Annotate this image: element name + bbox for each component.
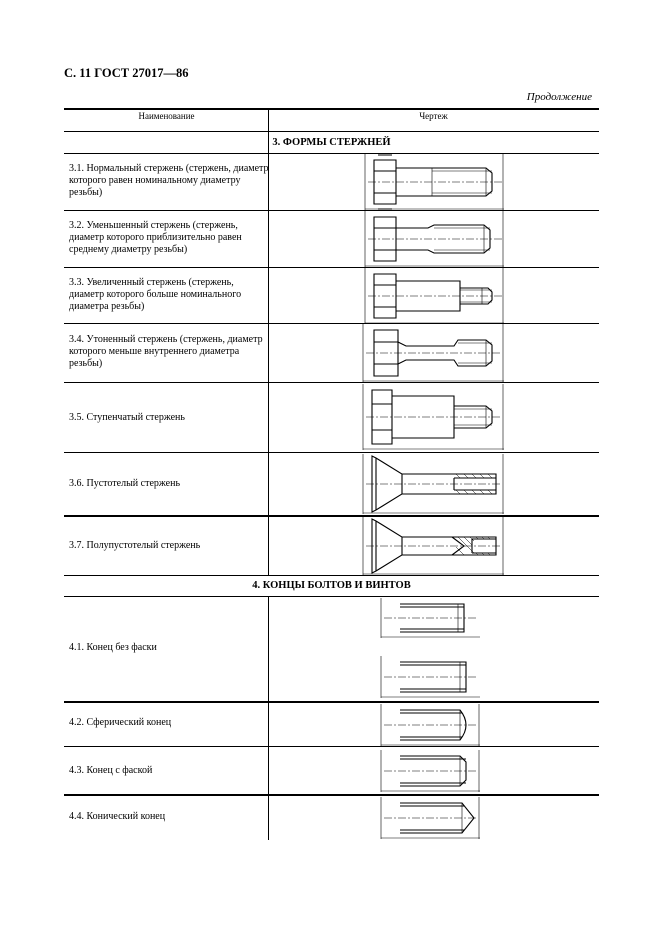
row-label-3-7: 3.7. Полупустотелый стержень <box>69 540 201 551</box>
end-spherical-drawing <box>380 704 480 746</box>
row-divider <box>64 452 599 453</box>
row-divider <box>64 515 599 517</box>
row-divider <box>64 701 599 703</box>
row-label-3-4: 3.4. Утоненный стержень (стержень, диаметр которого меньше внутреннего диаметра резьбы) <box>69 334 263 369</box>
row-divider <box>64 267 599 268</box>
section-title-3: 3. ФОРМЫ СТЕРЖНЕЙ <box>272 137 391 148</box>
page-header: С. 11 ГОСТ 27017—86 <box>64 66 189 80</box>
row-divider <box>64 575 599 576</box>
row-label-3-2: 3.2. Уменьшенный стержень (стержень, диаметр которого приблизительно равен среднему диаметру резьбы) <box>69 220 242 255</box>
row-divider <box>64 596 599 597</box>
bolt-normal-shank-drawing <box>364 154 504 210</box>
row-label-3-1: 3.1. Нормальный стержень (стержень, диаметр которого равен номинальному диаметру резьбы) <box>69 163 269 198</box>
column-header-name: Наименование <box>138 111 195 121</box>
end-chamfered-drawing <box>380 750 480 792</box>
column-header-drawing: Чертеж <box>419 111 448 121</box>
end-conical-drawing <box>380 797 480 839</box>
row-divider <box>64 153 599 154</box>
row-divider <box>64 210 599 211</box>
end-no-chamfer-drawing-top <box>380 598 480 638</box>
row-label-4-2: 4.2. Сферический конец <box>69 717 172 728</box>
row-divider <box>64 746 599 747</box>
bolt-reduced-shank-drawing <box>364 211 504 267</box>
bolt-thinned-shank-drawing <box>362 324 504 382</box>
row-divider <box>64 382 599 383</box>
continuation-note: Продолжение <box>526 91 592 103</box>
bolt-semi-hollow-shank-drawing <box>362 517 504 575</box>
row-label-4-3: 4.3. Конец с фаской <box>69 765 153 776</box>
row-label-4-1: 4.1. Конец без фаски <box>69 642 157 653</box>
row-label-3-5: 3.5. Ступенчатый стержень <box>69 412 185 423</box>
row-label-3-3: 3.3. Увеличенный стержень (стержень, диаметр которого больше номинального диаметра резьбы) <box>69 277 242 312</box>
end-no-chamfer-drawing-bottom <box>380 656 480 698</box>
header-divider <box>64 131 599 132</box>
bolt-stepped-shank-drawing <box>362 384 504 450</box>
row-divider <box>64 794 599 796</box>
row-label-3-6: 3.6. Пустотелый стержень <box>69 478 181 489</box>
bolt-enlarged-shank-drawing <box>364 268 504 324</box>
table-top-border <box>64 108 599 110</box>
bolt-hollow-shank-drawing <box>362 454 504 514</box>
section-title-4: 4. КОНЦЫ БОЛТОВ И ВИНТОВ <box>252 580 411 591</box>
row-divider <box>64 323 599 324</box>
row-label-4-4: 4.4. Конический конец <box>69 811 166 822</box>
